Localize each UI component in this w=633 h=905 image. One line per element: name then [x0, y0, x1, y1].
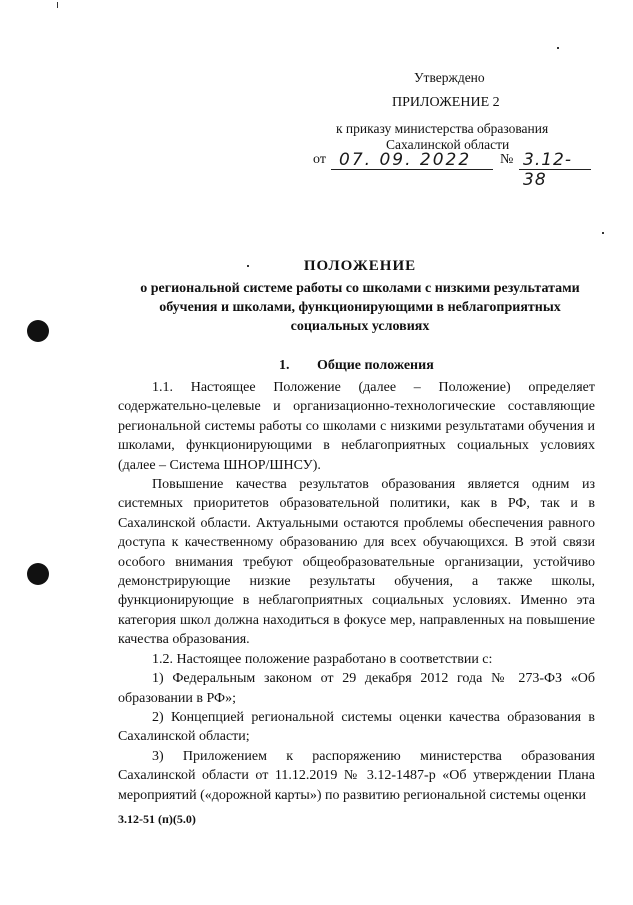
document-title: ПОЛОЖЕНИЕ [303, 258, 417, 274]
footer-code: 3.12-51 (п)(5.0) [118, 812, 196, 826]
scan-speck [57, 2, 58, 8]
section-number: 1. [279, 358, 290, 373]
paragraph-quality: Повышение качества результатов образования является одним из системных приоритетов образовательной политики, как в РФ, так и в Сахалинской области. Актуальными остаются проблемы обеспечения равного доступа к качественному образованию для всех обучающихся. В этой связи особого внимания требуют общеобразовательные организации, устойчиво демонстрирующие низкие результаты обучения, а также школы, функционирующие в неблагоприятных социальных условиях. Именно эта категория школ должна находиться в фокусе мер, направленных на повышение качества образования. [118, 477, 595, 648]
scan-speck [247, 265, 249, 267]
body-text [118, 378, 595, 805]
handwritten-number: 3.12-38 [519, 150, 591, 170]
date-label: от [313, 152, 326, 167]
handwritten-date: 07. 09. 2022 [331, 150, 493, 170]
punch-hole-icon [27, 320, 49, 342]
subtitle-line-3: социальных условиях [290, 319, 430, 334]
paragraph-1-1: 1.1. Настоящее Положение (далее – Положение) определяет содержательно-целевые и организационно-технологические составляющие региональной системы работы со школами с низкими результатами обучения и школами, функционирующими в неблагоприятных социальных условиях (далее – Система ШНОР/ШНСУ). [118, 380, 595, 473]
punch-hole-icon [27, 563, 49, 585]
order-line-1: к приказу министерства образования [336, 121, 549, 136]
subtitle-line-1: о региональной системе работы со школами с низкими результатами [140, 281, 580, 296]
document-subtitle [120, 279, 600, 336]
scan-speck [602, 232, 604, 234]
number-label: № [500, 152, 514, 167]
section-title: Общие положения [317, 358, 434, 373]
subtitle-line-2: обучения и школами, функционирующими в неблагоприятных [159, 300, 561, 315]
list-item-3: 3) Приложением к распоряжению министерства образования Сахалинской области от 11.12.2019 № 3.12-1487-р «Об утверждении Плана мероприятий («дорожной карты») по развитию региональной системы оценки [118, 748, 595, 803]
list-item-2: 2) Концепцией региональной системы оценки качества образования в Сахалинской области; [118, 709, 595, 745]
order-line-2: Сахалинской области [386, 137, 510, 152]
scan-speck [557, 47, 559, 49]
approved-label: Утверждено [414, 70, 485, 85]
list-item-1: 1) Федеральным законом от 29 декабря 2012 года № 273-ФЗ «Об образовании в РФ»; [118, 671, 595, 706]
section-heading [279, 358, 434, 374]
appendix-label: ПРИЛОЖЕНИЕ 2 [392, 95, 500, 110]
paragraph-1-2: 1.2. Настоящее положение разработано в соответствии с: [152, 651, 493, 667]
